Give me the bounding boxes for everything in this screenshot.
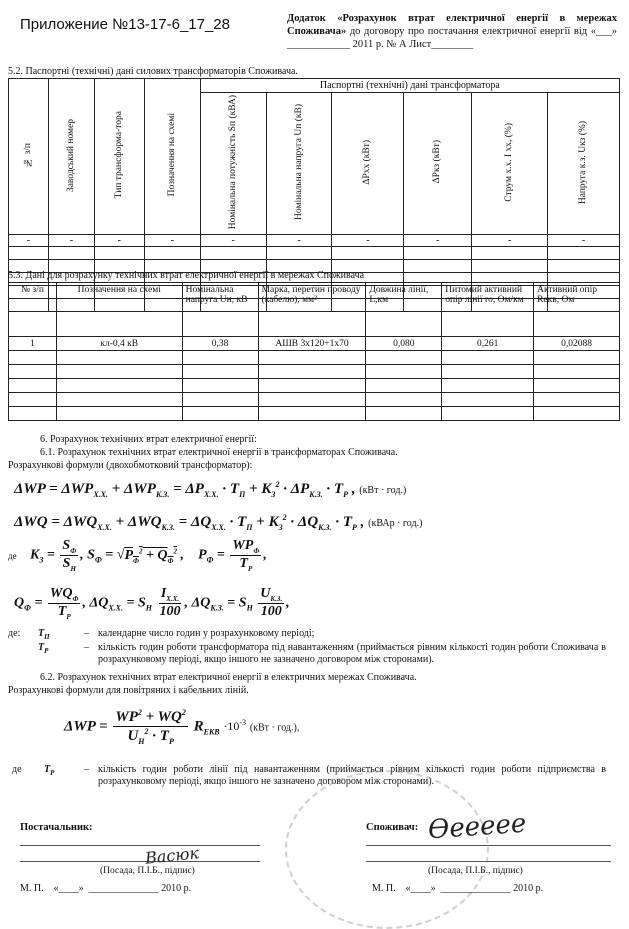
col-header: Заводський номер [48,79,94,235]
section-5-2-title: 5.2. Паспортні (технічні) дані силових трансформаторів Споживача. [8,66,298,77]
section-6-1-title: 6.1. Розрахунок технічних втрат електричної енергії в трансформаторах Споживача. [40,447,398,458]
col-header: Номінальна напруга Uп (кВ) [266,93,332,235]
tp-symbol: $T_П$ [38,628,50,641]
group-header: Паспортні (технічні) дані трансформатора [200,79,619,93]
addendum-title: Додаток «Розрахунок втрат електричної енергії в мережах Споживача» [287,13,617,37]
addendum-header [287,12,617,51]
table-cell: - [9,235,49,247]
de3-label: де [12,764,22,775]
col-header: Довжина лінії, L,км [366,283,442,337]
de2-label: де: [8,628,21,639]
col-header: Позначення на схемі [144,79,200,235]
unit-kwh: (кВт · год.) [359,485,407,496]
supplier-pos-label: (Посада, П.І.Б., підпис) [100,866,195,876]
stamp-mark [285,770,489,929]
supplier-signature: Васюк [144,843,200,868]
table-cell: - [200,235,266,247]
formula-dwp: $\Delta WP = \Delta WP_{X.X.} + \Delta WP_{K.З.} = \Delta P_{X.X.} \cdot T_П + K_З^2 \cdot \Delta P_{K.З.} \cdot T_P$ , (кВт · год.) [14,480,407,499]
section-6-title: 6. Розрахунок технічних втрат електричної енергії: [40,434,257,445]
consumer-mp: М. П. «____» ______________ 2010 р. [372,883,544,894]
col-header: Номінальна напруга Uн, кВ [182,283,258,337]
table-cell: - [548,235,620,247]
tr-symbol: $T_P$ [38,642,49,655]
table-row [9,247,620,260]
de-label: де [8,551,17,561]
formula-kz: $K_З$ = $\frac{S_Ф}{S_Н}$ , $S_Ф = √P_Ф^2 + Q_Ф^2$ , $P_Ф$ = $\frac{WP_Ф}{T_P}$ , [30,538,267,573]
addendum-details: до договору про постачання електричної енергії від «___» ____________ 2011 р. № А Лист________ [287,26,617,50]
formula-dwq: $\Delta WQ = \Delta WQ_{X.X.} + \Delta WQ_{K.З.} = \Delta Q_{X.X.} \cdot T_П + K_З^2 \cdot \Delta Q_{K.З.} \cdot T_P$ , (кВАр · год.) [14,513,423,532]
table-cell: - [332,235,404,247]
col-header: ΔPхх (кВт) [332,93,404,235]
table-cell: - [472,235,548,247]
col-header: Активний опір Rекв, Ом [534,283,620,337]
tr-definition-2: кількість годин роботи лінії під навантаженням (приймається рівним кількості годин роботи підприємства в розрахунковому періоді, якщо іншого не зазначено договором між сторонами). [98,764,606,787]
line-data-table [8,282,620,421]
consumer-pos-label: (Посада, П.І.Б., підпис) [428,866,523,876]
table-row [9,235,620,247]
table-row [9,393,620,407]
unit-kwh-2: (кВт · год.), [249,722,300,734]
document-title: Приложение №13-17-6_17_28 [20,16,230,33]
col-header: Номінальна потужність Sп (кВА) [200,93,266,235]
table-cell: 0,38 [182,337,258,351]
table-row [9,365,620,379]
table-row [9,337,620,351]
unit-kvarh: (кВАр · год.) [368,518,423,529]
table-cell: кл-0,4 кВ [56,337,182,351]
col-header: № з/п [9,283,57,337]
section-6-2-title: 6.2. Розрахунок технічних втрат електричної енергії в електричних мережах Споживача. [40,672,417,683]
col-header: ΔPкз (кВт) [404,93,472,235]
formula-line-loss: ΔWP = $\frac{WP^2 + WQ^2}{U_H^2 \cdot T_P}$ $R_{EKB} \cdot 10^{-3}$ (кВт · год.), [64,708,300,746]
table-cell: 0,261 [442,337,534,351]
supplier-mp: М. П. «____» ______________ 2010 р. [20,883,192,894]
col-header: Питомий активний опір лінії rо, Ом/км [442,283,534,337]
tp-definition: календарне число годин у розрахунковому періоді; [98,628,315,639]
table-cell: АШВ 3х120+1х70 [258,337,366,351]
tr-definition: кількість годин роботи трансформатора під навантаженням (приймається рівним кількості годин роботи Споживача в розрахунковому періоді, якщо іншого не зазначено договором між сторонами). [98,642,606,665]
table-cell: - [404,235,472,247]
table-row [9,407,620,421]
col-header: № з/п [9,79,49,235]
section-5-3-title: 5.3. Дані для розрахунку технічних втрат електричної енергії в мережах Споживача [8,270,365,281]
consumer-label: Споживач: [366,822,419,833]
formulas-label-2: Розрахункові формули для повітряних і кабельних ліній. [8,685,249,696]
table-cell: 0,080 [366,337,442,351]
col-header: Струм х.х. I хх, (%) [472,93,548,235]
consumer-signature: Ѳеееее [427,808,528,846]
table-row [9,379,620,393]
tr-symbol-2: $T_P$ [44,764,55,777]
table-cell: - [94,235,144,247]
table-cell: - [266,235,332,247]
formulas-label: Розрахункові формули (двохобмотковий трансформатор): [8,460,253,471]
table-cell: 1 [9,337,57,351]
col-header: Напруга к.з. Uкз (%) [548,93,620,235]
col-header: Позначення на схемі [56,283,182,337]
table-row [9,351,620,365]
supplier-label: Постачальник: [20,822,93,833]
formula-qf: $Q_Ф$ = $\frac{WQ_Ф}{T_P}$ , $\Delta Q_{X.X.} = S_H$ $\frac{I_{X.X.}}{100}$ , $\Delta Q_{K.З.} = S_H$ $\frac{U_{K.З.}}{100}$ , [14,586,290,621]
table-cell: 0,02088 [534,337,620,351]
col-header: Тип трансформа-тора [94,79,144,235]
table-cell: - [48,235,94,247]
col-header: Марка, перетин проводу (кабелю), мм² [258,283,366,337]
table-cell: - [144,235,200,247]
